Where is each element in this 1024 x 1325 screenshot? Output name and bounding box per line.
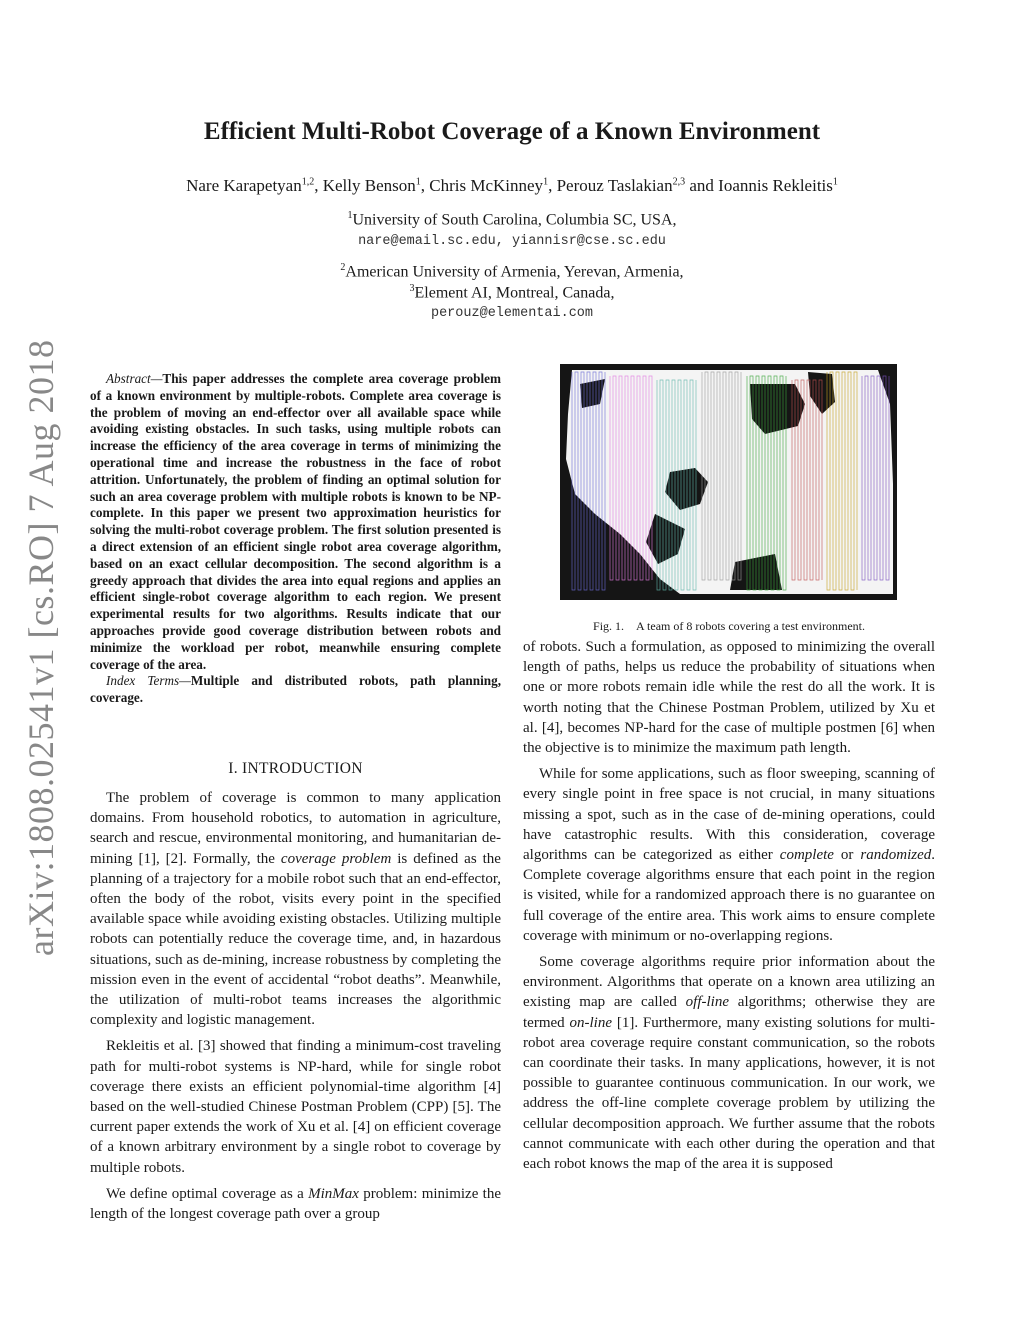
coverage-map [560, 364, 897, 600]
author-name: Perouz Taslakian [556, 176, 673, 195]
emphasis: on-line [569, 1014, 612, 1031]
section-heading: I. INTRODUCTION [228, 760, 363, 777]
abstract-text: This paper addresses the complete area coverage problem of a known environment by multiple-robots. Complete area coverage is the problem of moving an end-effector over all available space while avoiding existing obstacles. In such tasks, using multiple robots can increase the efficiency of the area coverage in terms of minimizing the operational time and increase the robustness in the face of robot attrition. Unfortunately, the problem of finding an optimal solution for such an area coverage problem with multiple robots is known to be NP-complete. In this paper we present two approximation heuristics for solving the multi-robot coverage problem. The first solution presented is a direct extension of an efficient single robot area coverage algorithm, based on an exact cellular decomposition. The second algorithm is a greedy approach that divides the area into equal regions and applies an efficient single-robot coverage algorithm to each region. We present experimental results for two algorithms. Results indicate that our approaches provide good coverage distribution between robots and minimize the workload per robot, meanwhile ensuring complete coverage of the area. [90, 371, 501, 672]
arxiv-identifier: arXiv:1808.02541v1 [cs.RO] 7 Aug 2018 [21, 339, 61, 956]
abstract-label: Abstract— [106, 371, 163, 386]
affiliation-1-email: nare@email.sc.edu, yiannisr@cse.sc.edu [358, 234, 666, 249]
author-sup: 1 [415, 176, 421, 188]
text-run: While for some applications, such as floor sweeping, scanning of every single point in free space is not crucial, in many situations missing a spot, such as in the case of de-mining operations, could have catastrophic results. With this consideration, coverage algorithms can be categorized as either [523, 766, 935, 864]
affiliation-2-3-email: perouz@elementai.com [430, 306, 594, 321]
text-run: [1]. Furthermore, many existing solutions for multi-robot area coverage require constant communication, so the robots can coordinate their tasks. In many applications, however, it is not possible to guarantee continuous communication. In our work, we address the off-line complete coverage problem by utilizing the cellular decomposition approach. We further assume that the robots cannot communicate with each other during the operation and that each robot knows the map of the area it is supposed [523, 1014, 936, 1173]
author-sup: 1 [832, 176, 838, 188]
text-run: algorithms; otherwise they are termed [523, 994, 935, 1031]
affiliation-1 [0, 210, 1024, 229]
text-run: The problem of coverage is common to many application domains. From household robotics, to automation in agriculture, search and rescue, environmental monitoring, and humanitarian de-mining [1], [2]. Formally, the [90, 790, 501, 867]
body-paragraph: Rekleitis et al. [3] showed that finding a minimum-cost traveling path for multi-robot systems is NP-hard, while for single robot coverage there exists an efficient polynomial-time algorithm [4] based on the well-studied Chinese Postman Problem (CPP) [5]. The current paper extends the work of Xu et al. [4] on efficient coverage of a known arbitrary environment by a single robot to coverage by multiple robots. [90, 1038, 501, 1176]
paper-title: Efficient Multi-Robot Coverage of a Known Environment [203, 118, 821, 145]
author-separator: , [314, 176, 323, 195]
body-paragraph [90, 788, 501, 1030]
text-run: or [833, 847, 861, 864]
text-run: Some coverage algorithms require prior information about the environment. Algorithms that operate on a known area utilizing an existing map are called [523, 954, 935, 1011]
body-paragraph: of robots. Such a formulation, as opposed to minimizing the overall length of paths, helps us reduce the probability of situations when one or more robots remain idle while the rest do all the work. It is worth noting that the Chinese Postman Problem, utilized by Xu et al. [4], becomes NP-hard for the case of multiple postmen [6] when the objective is to minimize the maximum path length. [523, 639, 935, 757]
affiliation-text: University of South Carolina, Columbia SC, USA, [352, 211, 677, 229]
index-terms [90, 673, 501, 707]
emphasis: MinMax [308, 1185, 359, 1202]
affiliation-text: Element AI, Montreal, Canada, [414, 284, 615, 302]
text-run: We define optimal coverage as a [106, 1185, 309, 1202]
text-run: is defined as the planning of a trajectory for a mobile robot such that an end-effector, often the body of the robot, visits every point in the specified available space while avoiding existing obstacles. Utilizing multiple robots can potentially reduce the coverage time, and, in hazardous situations, such as de-mining, increase robustness by completing the mission even in the event of accidental “robot deaths”. Meanwhile, the utilization of multi-robot teams increases the algorithmic complexity and logistic management. [90, 850, 501, 1029]
author-name: Kelly Benson [322, 176, 416, 195]
abstract [90, 371, 501, 707]
author-name: Ioannis Rekleitis [718, 176, 833, 195]
body-paragraph [523, 952, 935, 1174]
body-paragraph [90, 1184, 501, 1224]
affiliation-sup: 3 [409, 283, 415, 294]
emphasis: coverage problem [280, 850, 392, 867]
author-sup: 1 [543, 176, 549, 188]
affiliation-text: American University of Armenia, Yerevan, Armenia, [345, 263, 684, 281]
author-conjunction: and [685, 176, 719, 195]
affiliation-sup: 1 [347, 210, 353, 221]
emphasis: off-line [685, 994, 729, 1011]
caption-text: A team of 8 robots covering a test environment. [636, 619, 865, 633]
text-run: problem: minimize the length of the longest coverage path over a group [90, 1185, 501, 1223]
right-column-body [523, 637, 935, 1180]
affiliation-sup: 2 [340, 262, 346, 273]
author-separator: , [420, 176, 430, 195]
robot-path [610, 376, 652, 580]
coverage-figure [560, 364, 897, 600]
text-run: . Complete coverage algorithms ensure that each point in the region is visited, while for a randomized approach there is no guarantee on full coverage of the entire area. This work aims to ensure complete coverage with minimum or no-overlapping regions. [523, 847, 935, 944]
author-sup: 2,3 [672, 176, 686, 188]
figure-caption [523, 619, 935, 634]
author-name: Chris McKinney [429, 176, 544, 195]
body-paragraph [523, 764, 935, 946]
author-sup: 1,2 [301, 176, 315, 188]
author-separator: , [548, 176, 557, 195]
affiliation-3 [0, 283, 1024, 302]
index-terms-label: Index Terms— [106, 673, 191, 689]
emphasis: randomized [860, 847, 932, 864]
author-list [0, 176, 1024, 196]
caption-label: Fig. 1. [593, 619, 625, 633]
emphasis: complete [779, 847, 834, 864]
abstract-paragraph [90, 371, 501, 673]
affiliation-2 [0, 262, 1024, 281]
left-column-body [90, 788, 501, 1230]
index-terms-text: Multiple and distributed robots, path planning, coverage. [90, 673, 501, 706]
author-name: Nare Karapetyan [186, 176, 302, 195]
